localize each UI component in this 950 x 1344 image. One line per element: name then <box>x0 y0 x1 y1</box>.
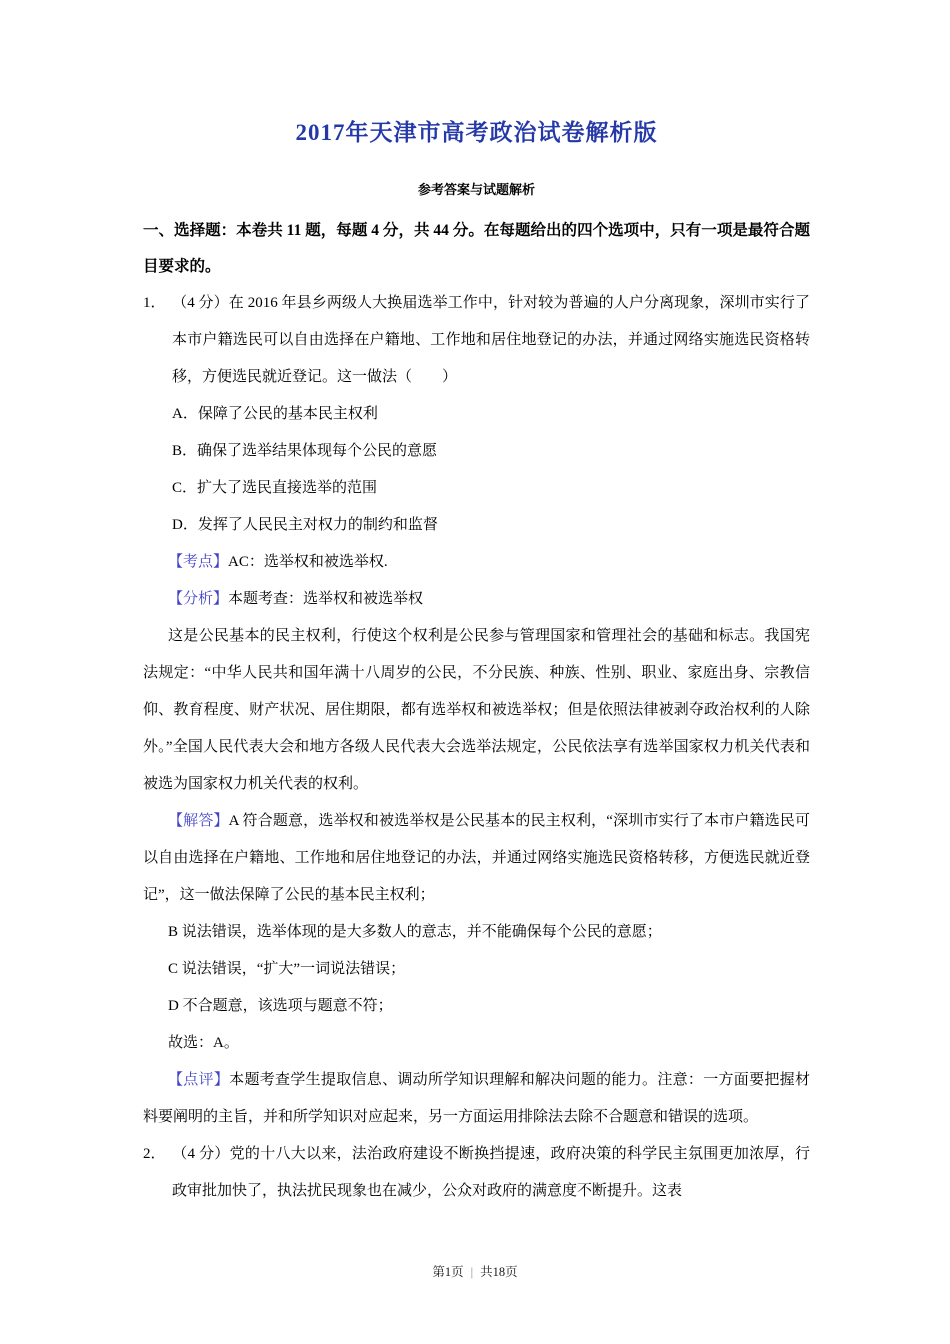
final-answer-text: 故选：A。 <box>168 1035 239 1051</box>
analysis-text: 本题考查：选举权和被选举权 <box>228 591 424 607</box>
footer-page-current: 第1页 <box>432 1265 464 1279</box>
solution-point-d-text: D 不合题意，该选项与题意不符； <box>168 998 393 1014</box>
solution-point-d <box>143 988 810 1025</box>
solution-point-c <box>143 951 810 988</box>
question-1-option-b: B．确保了选举结果体现每个公民的意愿 <box>172 443 438 459</box>
comment-text: 本题考查学生提取信息、调动所学知识理解和解决问题的能力。注意：一方面要把握材料要阐明的主旨，并和所学知识对应起来，另一方面运用排除法去除不合题意和错误的选项。 <box>143 1072 810 1125</box>
comment-label: 【点评】 <box>168 1072 230 1088</box>
solution-text: A 符合题意，选举权和被选举权是公民基本的民主权利，“深圳市实行了本市户籍选民可以自由选择在户籍地、工作地和居住地登记的办法，并通过网络实施选民资格转移，方便选民就近登记”，这一做法保障了公民的基本民主权利； <box>143 813 810 903</box>
comment-block <box>143 1062 810 1136</box>
analysis-paragraph <box>143 618 810 803</box>
exam-point-text: AC：选举权和被选举权. <box>228 554 388 570</box>
question-1-option-c: C．扩大了选民直接选举的范围 <box>172 480 378 496</box>
analysis-paragraph-text: 这是公民基本的民主权利，行使这个权利是公民参与管理国家和管理社会的基础和标志。我国宪法规定：“中华人民共和国年满十八周岁的公民，不分民族、种族、性别、职业、家庭出身、宗教信仰、教育程度、财产状况、居住期限，都有选举权和被选举权；但是依照法律被剥夺政治权利的人除外。”全国人民代表大会和地方各级人民代表大会选举法规定，公民依法享有选举国家权力机关代表和被选为国家权力机关代表的权利。 <box>143 628 810 792</box>
question-1-number: 1． <box>143 295 166 311</box>
question-2-stem-text: （4 分）党的十八大以来，法治政府建设不断换挡提速，政府决策的科学民主氛围更加浓厚，行政审批加快了，执法扰民现象也在减少，公众对政府的满意度不断提升。这表 <box>172 1146 810 1199</box>
solution-point-c-text: C 说法错误，“扩大”一词说法错误； <box>168 961 406 977</box>
analysis-label: 【分析】 <box>168 591 229 607</box>
question-1-stem-text: （4 分）在 2016 年县乡两级人大换届选举工作中，针对较为普遍的人户分离现象，深圳市实行了本市户籍选民可以自由选择在户籍地、工作地和居住地登记的办法，并通过网络实施选民资格转移，方便选民就近登记。这一做法（ ） <box>172 295 810 385</box>
footer-page-total: 共18页 <box>480 1265 518 1279</box>
final-answer <box>143 1025 810 1062</box>
document-title: 2017年天津市高考政治试卷解析版 <box>295 120 658 145</box>
solution-point-b-text: B 说法错误，选举体现的是大多数人的意志，并不能确保每个公民的意愿； <box>168 924 662 940</box>
document-subtitle: 参考答案与试题解析 <box>417 182 535 197</box>
question-1-option-a: A．保障了公民的基本民主权利 <box>172 406 378 422</box>
question-2-stem <box>143 1136 810 1210</box>
exam-point-block <box>143 544 810 581</box>
question-1-option-d: D．发挥了人民民主对权力的制约和监督 <box>172 517 438 533</box>
section-heading: 一、选择题：本卷共 11 题，每题 4 分，共 44 分。在每题给出的四个选项中，只有一项是最符合题目要求的。 <box>143 222 810 275</box>
question-1 <box>143 285 810 1136</box>
question-1-stem <box>143 285 810 396</box>
solution-block <box>143 803 810 914</box>
question-2-number: 2． <box>143 1146 166 1162</box>
solution-label: 【解答】 <box>168 813 229 829</box>
analysis-block <box>143 581 810 618</box>
solution-point-b <box>143 914 810 951</box>
question-2 <box>143 1136 810 1210</box>
footer-separator: | <box>470 1265 474 1279</box>
page-footer <box>0 1262 950 1280</box>
exam-point-label: 【考点】 <box>168 554 229 570</box>
